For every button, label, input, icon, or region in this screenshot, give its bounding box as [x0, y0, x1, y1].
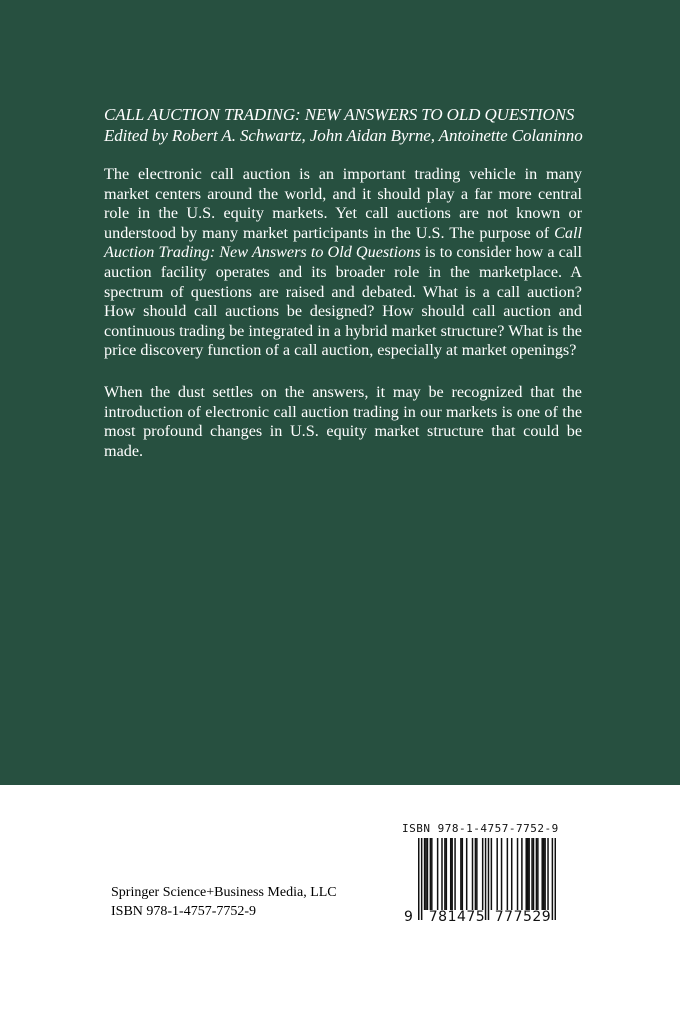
book-title: CALL AUCTION TRADING: NEW ANSWERS TO OLD QUESTIONS — [104, 105, 575, 124]
paragraph-1-text-a: The electronic call auction is an important trading vehicle in many market centers around the world, and it should play a far more central role in the U.S. equity markets. Yet call auctions are not known or understood by many market participants in the U.S. The purpose of — [104, 165, 582, 242]
barcode — [398, 822, 568, 942]
paragraph-1-text-b: is to consider how a call auction facility operates and its broader role in the marketplace. A spectrum of questions are raised and debated. What is a call auction? How should call auctions be designed? How should call auction and continuous trading be integrated in a hybrid market structure? What is the price discovery function of a call auction, especially at market openings? — [104, 243, 582, 360]
editors-line: Edited by Robert A. Schwartz, John Aidan Byrne, Antoinette Colaninno — [104, 126, 583, 145]
description-paragraph-1 — [104, 165, 582, 361]
barcode-isbn-label: ISBN 978-1-4757-7752-9 — [402, 822, 559, 835]
description-paragraph-2: When the dust settles on the answers, it may be recognized that the introduction of electronic call auction trading in our markets is one of the most profound changes in U.S. equity market structure that could be made. — [104, 383, 582, 460]
publisher-info — [111, 883, 337, 921]
publisher-isbn: ISBN 978-1-4757-7752-9 — [111, 904, 257, 919]
barcode-bars-icon — [418, 838, 556, 920]
barcode-digits-left: 781475 — [428, 909, 486, 925]
publisher-name: Springer Science+Business Media, LLC — [111, 885, 337, 900]
barcode-digits-right: 777529 — [494, 909, 552, 925]
barcode-lead-digit: 9 — [404, 909, 413, 925]
paragraph-1-book-title: Call Auction Trading: New Answers to Old Questions — [104, 223, 582, 262]
title-block — [104, 104, 604, 146]
white-panel — [0, 785, 680, 1020]
